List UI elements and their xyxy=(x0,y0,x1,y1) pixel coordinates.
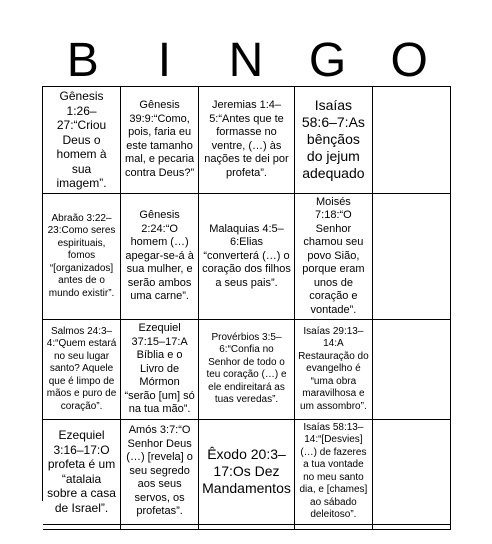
bingo-cell[interactable] xyxy=(373,87,451,194)
bingo-cell[interactable] xyxy=(121,320,199,420)
bingo-header xyxy=(42,36,450,86)
cell-text: Ezequiel 3:16–17:O profeta é um “atalaia sobre a casa de Israel”. xyxy=(47,428,116,515)
cell-text: Isaías 58:6–7:As bênçãos do jejum adequado xyxy=(301,97,365,182)
bingo-cell[interactable] xyxy=(373,320,451,420)
bingo-cell[interactable] xyxy=(373,420,451,525)
cell-text: Abraão 3:22–23:Como seres espirituais, fomos “[organizados] antes de o mundo existir”. xyxy=(47,212,116,299)
bingo-cell[interactable] xyxy=(295,320,373,420)
cell-text: Gênesis 39:9:“Como, pois, faria eu este tamanho mal, e pecaria contra Deus?” xyxy=(125,99,195,179)
header-letter-g: G xyxy=(308,34,347,87)
bingo-cell[interactable] xyxy=(295,525,373,530)
bingo-cell[interactable] xyxy=(43,420,121,525)
header-letter-i: I xyxy=(157,34,172,87)
bingo-cell[interactable] xyxy=(295,194,373,321)
header-letter-n: N xyxy=(228,34,264,87)
bingo-cell[interactable] xyxy=(199,525,295,530)
bingo-cell[interactable] xyxy=(199,320,295,420)
bingo-cell[interactable] xyxy=(199,87,295,194)
cell-text: Amós 3:7:“O Senhor Deus (…) [revela] o seu segredo aos seus servos, os profetas”. xyxy=(126,424,193,518)
bingo-cell[interactable] xyxy=(295,420,373,525)
bingo-cell[interactable] xyxy=(199,420,295,525)
cell-text: Gênesis 1:26–27:“Criou Deus o homem à sua imagem”. xyxy=(56,89,107,190)
bingo-cell[interactable] xyxy=(295,87,373,194)
cell-text: Isaías 29:13–14:A Restauração do evangelho é “uma obra maravilhosa e um assombro”. xyxy=(298,325,369,412)
cell-text: Malaquias 4:5–6:Elias “converterá (…) o coração dos filhos a seus pais”. xyxy=(202,222,291,289)
bingo-cell[interactable] xyxy=(121,194,199,321)
cell-text: Êxodo 20:3–17:Os Dez Mandamentos xyxy=(202,446,291,496)
cell-text: Jeremias 1:4–5:“Antes que te formasse no ventre, (…) às nações te dei por profeta”. xyxy=(204,99,289,179)
bingo-cell[interactable] xyxy=(199,194,295,321)
cell-text: Provérbios 3:5–6:“Confia no Senhor de todo o teu coração (…) e ele endireitará as tuas veredas”. xyxy=(206,331,287,406)
header-letter-o: O xyxy=(390,34,428,87)
bingo-cell[interactable] xyxy=(43,320,121,420)
bingo-cell[interactable] xyxy=(43,87,121,194)
bingo-cell[interactable] xyxy=(373,525,451,530)
cell-text: Salmos 24:3–4:“Quem estará no seu lugar santo? Aquele que é limpo de mãos e puro de coração”. xyxy=(46,325,117,412)
bingo-cell[interactable] xyxy=(43,525,121,530)
header-letter-b: B xyxy=(66,34,99,87)
cell-text: Isaías 58:13–14:“[Desvies] (…) de fazeres a tua vontade no meu santo dia, e [chames] ao sábado deleitoso”. xyxy=(299,421,368,520)
bingo-cell[interactable] xyxy=(121,525,199,530)
cell-text: Gênesis 2:24:“O homem (…) apegar-se-á à sua mulher, e serão ambos uma carne”. xyxy=(125,209,194,302)
bingo-cell[interactable] xyxy=(373,194,451,321)
cell-text: Moisés 7:18:“O Senhor chamou seu povo Sião, porque eram unos de coração e vontade”. xyxy=(302,195,365,316)
bingo-grid xyxy=(42,86,451,520)
bingo-cell[interactable] xyxy=(121,420,199,525)
bingo-cell[interactable] xyxy=(121,87,199,194)
bingo-cell[interactable] xyxy=(43,194,121,321)
cell-text: Ezequiel 37:15–17:A Bíblia e o Livro de Mórmon “serão [um] só na tua mão”. xyxy=(124,322,195,415)
